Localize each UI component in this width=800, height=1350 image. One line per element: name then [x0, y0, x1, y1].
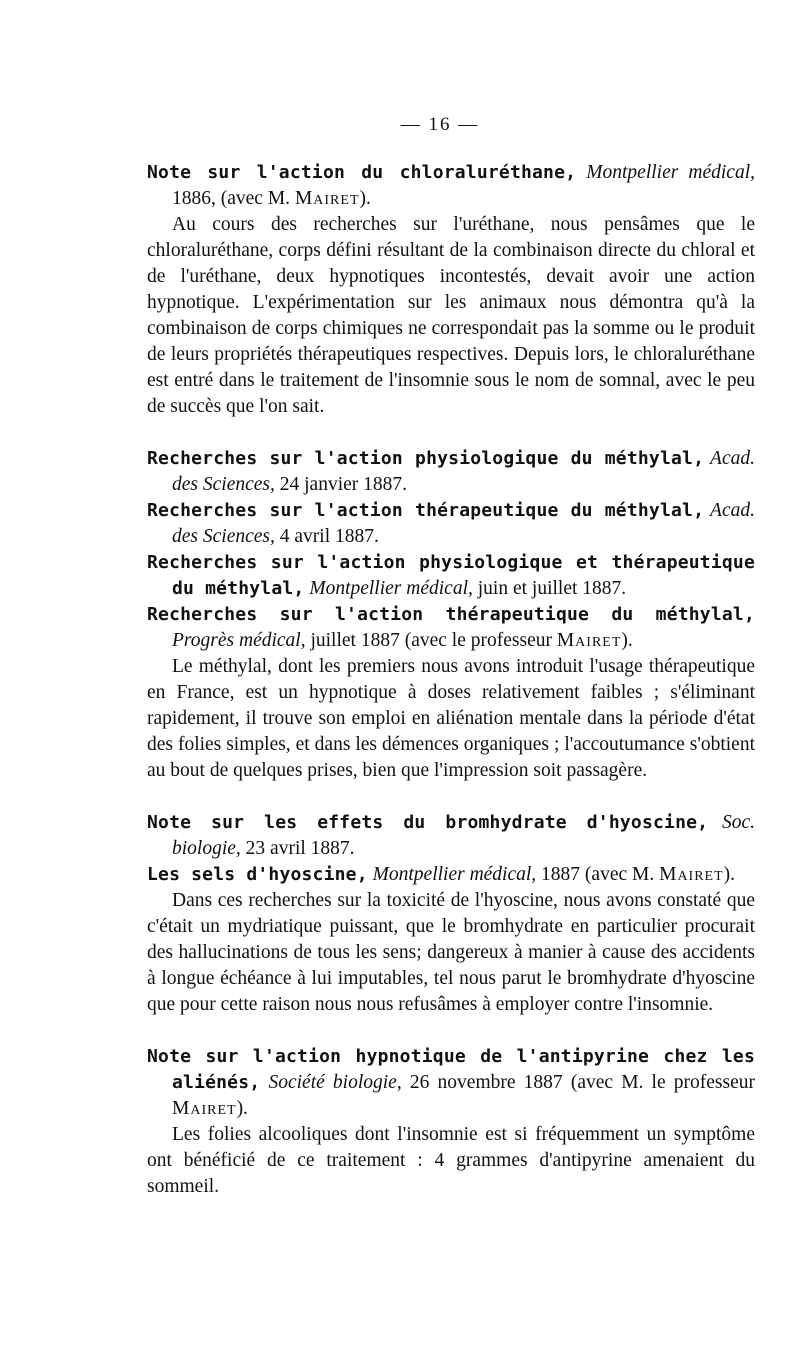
entry-coauthor: Mairet: [294, 188, 360, 209]
entry-details: 1887 (avec M.: [536, 864, 660, 885]
entry-details: 23 avril 1887.: [240, 838, 355, 859]
section-paragraph: Les folies alcooliques dont l'insomnie est si fréquemment un symptôme ont bénéficié de ce traitement : 4 grammes d'antipyrine amenaient du sommeil.: [147, 1124, 755, 1197]
entry-details: juillet 1887 (avec le professeur: [305, 630, 557, 651]
section-paragraph: Au cours des recherches sur l'uréthane, nous pensâmes que le chloraluréthane, corps défini résultant de la combinaison directe du chloral et de l'uréthane, deux hypnotiques incontestés, devait avoir une action hypnotique. L'expérimentation sur les animaux nous démontra qu'à la combinaison de corps chimiques ne correspondait pas la somme ou le produit de leurs propriétés thérapeutiques respectives. Depuis lors, le chloraluréthane est entré dans le traitement de l'insomnie sous le nom de somnal, avec le peu de succès que l'on sait.: [147, 214, 755, 417]
bibliography-entry: [147, 446, 755, 498]
document-body: [147, 160, 755, 1226]
entry-end: ).: [723, 864, 736, 885]
bibliography-section: [147, 1044, 755, 1200]
entry-coauthor: Mairet: [172, 1098, 237, 1119]
entry-title: Note sur les effets du bromhydrate d'hyoscine,: [147, 812, 709, 833]
bibliography-section: [147, 810, 755, 1018]
entry-end: ).: [621, 630, 633, 651]
bibliography-section: [147, 160, 755, 420]
bibliography-entry: [147, 550, 755, 602]
entry-end: ).: [359, 188, 371, 209]
entry-details: 24 janvier 1887.: [274, 474, 408, 495]
entry-venue: Montpellier médical,: [372, 864, 537, 885]
entry-title: Note sur l'action du chloraluréthane,: [147, 162, 577, 183]
entry-venue: Acad. des Sciences,: [172, 448, 755, 495]
bibliography-entry: [147, 498, 755, 550]
entry-venue: Soc. biologie,: [172, 812, 756, 859]
entry-details: 4 avril 1887.: [274, 526, 379, 547]
bibliography-section: [147, 446, 755, 784]
entry-venue: Société biologie,: [268, 1072, 402, 1093]
entry-venue: Montpellier médical,: [586, 162, 755, 183]
entry-details: juin et juillet 1887.: [472, 578, 627, 599]
entry-title: Recherches sur l'action physiologique du méthylal,: [147, 448, 705, 469]
bibliography-entry: [147, 160, 755, 212]
bibliography-entry: [147, 862, 755, 888]
entry-venue: Montpellier médical,: [309, 578, 473, 599]
entry-title: Recherches sur l'action physiologique et thérapeutique du méthylal,: [147, 552, 755, 599]
entry-venue: Progrès médical,: [172, 630, 306, 651]
page-number: — 16 —: [400, 114, 480, 135]
entry-title: Recherches sur l'action thérapeutique du méthylal,: [147, 500, 705, 521]
entry-details: 1886, (avec M.: [172, 188, 295, 209]
entry-coauthor: Mairet: [659, 864, 724, 885]
entry-title: Les sels d'hyoscine,: [147, 864, 368, 885]
entry-end: ).: [236, 1098, 248, 1119]
bibliography-entry: [147, 602, 755, 654]
entry-coauthor: Mairet: [556, 630, 622, 651]
entry-details: 26 novembre 1887 (avec M. le professeur: [401, 1072, 756, 1093]
entry-title: Recherches sur l'action thérapeutique du méthylal,: [147, 604, 755, 625]
bibliography-entry: [147, 810, 755, 862]
entry-venue: Acad. des Sciences,: [172, 500, 755, 547]
section-paragraph: Dans ces recherches sur la toxicité de l'hyoscine, nous avons constaté que c'était un mydriatique puissant, que le bromhydrate en particulier procurait des hallucinations de tous les sens; dangereux à manier à cause des accidents à longue échéance à lui imputables, tel nous parut le bromhydrate d'hyoscine que pour cette raison nous nous refusâmes à employer contre l'insomnie.: [147, 890, 755, 1015]
bibliography-entry: [147, 1044, 755, 1122]
entry-title: Note sur l'action hypnotique de l'antipyrine chez les aliénés,: [147, 1046, 755, 1093]
section-paragraph: Le méthylal, dont les premiers nous avons introduit l'usage thérapeutique en France, est un hypnotique à doses relativement faibles ; s'éliminant rapidement, il trouve son emploi en aliénation mentale dans la période d'état des folies simples, et dans les démences organiques ; l'accoutumance s'obtient au bout de quelques prises, bien que l'impression soit passagère.: [147, 656, 755, 781]
